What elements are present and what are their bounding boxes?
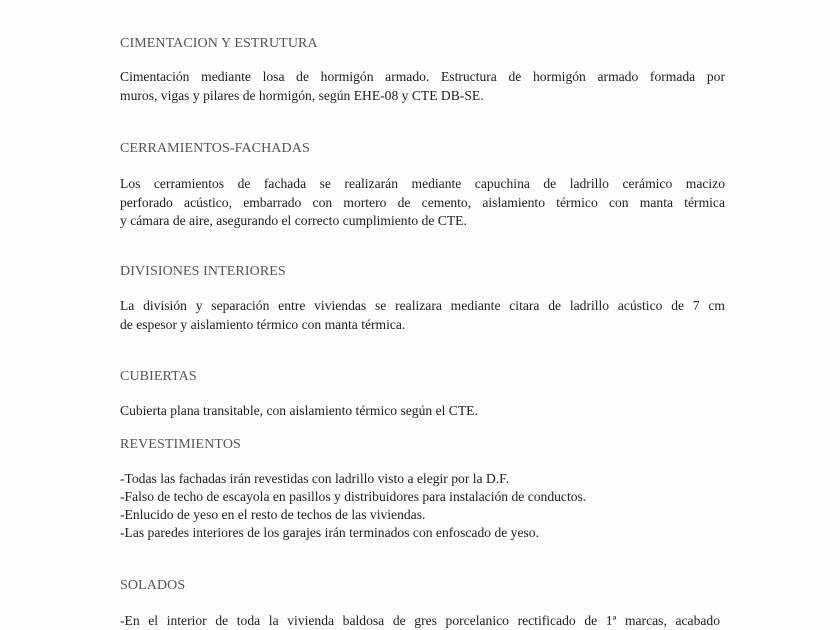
paragraph-line: Cimentación mediante losa de hormigón armado. Estructura de hormigón armado formada por	[120, 69, 725, 84]
section-heading-cimentacion: CIMENTACION Y ESTRUTURA	[120, 36, 318, 51]
section-heading-divisiones: DIVISIONES INTERIORES	[120, 264, 286, 279]
section-paragraph-cimentacion	[120, 68, 725, 105]
section-heading-cerramientos: CERRAMIENTOS-FACHADAS	[120, 141, 310, 156]
list-item: -Falso de techo de escayola en pasillos y distribuidores para instalación de conductos.	[120, 489, 587, 504]
section-heading-solados: SOLADOS	[120, 578, 186, 593]
paragraph-line: y cámara de aire, asegurando el correcto cumplimiento de CTE.	[120, 213, 467, 228]
paragraph-line: La división y separación entre viviendas se realizara mediante citara de ladrillo acústico de 7 cm	[120, 298, 725, 313]
section-heading-cubiertas: CUBIERTAS	[120, 369, 197, 384]
section-paragraph-divisiones	[120, 297, 725, 334]
paragraph-line: Los cerramientos de fachada se realizarán mediante capuchina de ladrillo cerámico macizo	[120, 176, 725, 191]
paragraph-line: Cubierta plana transitable, con aislamiento térmico según el CTE.	[120, 403, 478, 418]
paragraph-line: -En el interior de toda la vivienda baldosa de gres porcelanico rectificado de 1ª marcas, acabado	[120, 613, 720, 628]
revestimientos-list	[120, 470, 760, 542]
paragraph-line: de espesor y aislamiento térmico con manta térmica.	[120, 316, 406, 332]
section-paragraph-cerramientos	[120, 175, 725, 231]
list-item: -Enlucido de yeso en el resto de techos de las viviendas.	[120, 507, 426, 522]
list-item: -Todas las fachadas irán revestidas con ladrillo visto a elegir por la D.F.	[120, 471, 510, 486]
paragraph-line: muros, vigas y pilares de hormigón, según EHE-08 y CTE DB-SE.	[120, 87, 484, 103]
section-paragraph-solados	[120, 612, 720, 630]
section-paragraph-cubiertas	[120, 402, 725, 421]
list-item: -Las paredes interiores de los garajes irán terminados con enfoscado de yeso.	[120, 525, 539, 540]
paragraph-line: perforado acústico, embarrado con mortero de cemento, aislamiento térmico con manta térmica	[120, 194, 725, 210]
section-heading-revestimientos: REVESTIMIENTOS	[120, 437, 241, 452]
